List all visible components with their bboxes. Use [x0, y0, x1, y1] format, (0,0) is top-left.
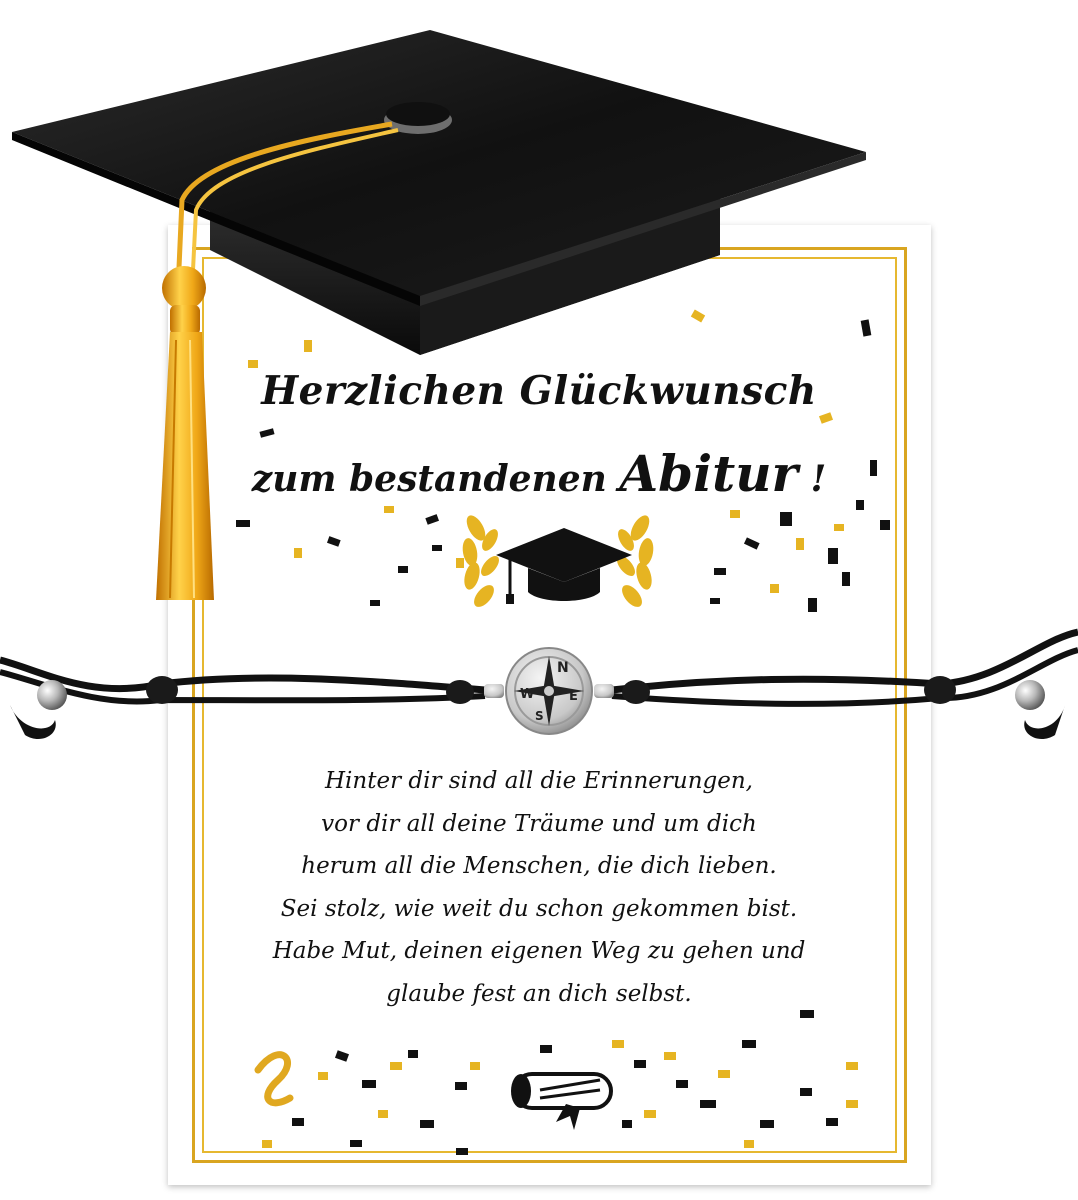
card-title-prefix: zum bestandenen	[251, 458, 607, 500]
poem-line: glaube fest an dich selbst.	[386, 980, 692, 1007]
poem-line: Sei stolz, wie weit du schon gekommen bist.	[280, 895, 798, 922]
poem-line: Habe Mut, deinen eigenen Weg zu gehen und	[272, 938, 806, 964]
poem-line: vor dir all deine Träume und um dich	[321, 810, 757, 837]
card-title-line-1: Herzlichen Glückwunsch	[261, 368, 817, 414]
compass-letter-w: W	[520, 687, 535, 702]
tassel-icon	[156, 266, 214, 600]
compass-letter-n: N	[557, 660, 569, 676]
compass-letter-e: E	[569, 689, 578, 704]
card-title-highlight: Abitur	[619, 444, 798, 503]
compass-charm-icon	[484, 648, 614, 734]
card-title-suffix: !	[810, 458, 827, 500]
compass-letter-s: S	[535, 709, 544, 723]
poem-line: Hinter dir sind all die Erinnerungen,	[325, 768, 753, 794]
poem-line: herum all die Menschen, die dich lieben.	[301, 853, 777, 879]
mortarboard-icon	[12, 30, 866, 355]
